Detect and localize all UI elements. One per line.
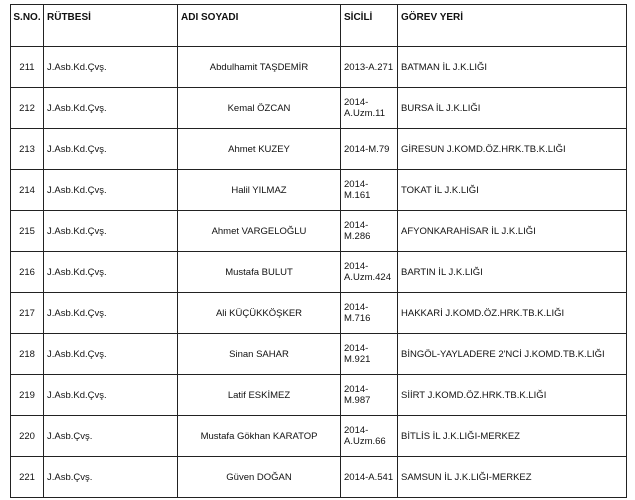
cell-sicil: 2014-M.716 bbox=[341, 293, 398, 334]
table-body bbox=[11, 47, 627, 498]
cell-gorev-yeri: SAMSUN İL J.K.LIĞI-MERKEZ bbox=[398, 457, 627, 498]
cell-gorev-yeri: BARTIN İL J.K.LIĞI bbox=[398, 252, 627, 293]
cell-rutbe: J.Asb.Kd.Çvş. bbox=[44, 375, 178, 416]
cell-sicil: 2014-M.921 bbox=[341, 334, 398, 375]
cell-ad-soyad: Kemal ÖZCAN bbox=[178, 88, 341, 129]
table-header-row bbox=[11, 5, 627, 47]
cell-rutbe: J.Asb.Çvş. bbox=[44, 416, 178, 457]
cell-sno: 214 bbox=[11, 170, 44, 211]
table-row bbox=[11, 293, 627, 334]
column-header-sno: S.NO. bbox=[11, 5, 44, 47]
cell-sno: 215 bbox=[11, 211, 44, 252]
cell-sno: 217 bbox=[11, 293, 44, 334]
cell-sicil: 2014-A.Uzm.424 bbox=[341, 252, 398, 293]
cell-sicil: 2014-M.79 bbox=[341, 129, 398, 170]
cell-ad-soyad: Abdulhamit TAŞDEMİR bbox=[178, 47, 341, 88]
cell-sno: 212 bbox=[11, 88, 44, 129]
column-header-ad-soyad: ADI SOYADI bbox=[178, 5, 341, 47]
cell-sicil: 2014-M.987 bbox=[341, 375, 398, 416]
cell-sno: 216 bbox=[11, 252, 44, 293]
cell-ad-soyad: Sinan SAHAR bbox=[178, 334, 341, 375]
cell-sno: 220 bbox=[11, 416, 44, 457]
table-row bbox=[11, 170, 627, 211]
cell-ad-soyad: Ahmet KUZEY bbox=[178, 129, 341, 170]
cell-rutbe: J.Asb.Kd.Çvş. bbox=[44, 170, 178, 211]
cell-ad-soyad: Güven DOĞAN bbox=[178, 457, 341, 498]
cell-ad-soyad: Latif ESKİMEZ bbox=[178, 375, 341, 416]
cell-gorev-yeri: AFYONKARAHİSAR İL J.K.LIĞI bbox=[398, 211, 627, 252]
cell-sicil: 2014-A.Uzm.11 bbox=[341, 88, 398, 129]
cell-rutbe: J.Asb.Kd.Çvş. bbox=[44, 211, 178, 252]
table-row bbox=[11, 211, 627, 252]
cell-gorev-yeri: BİTLİS İL J.K.LIĞI-MERKEZ bbox=[398, 416, 627, 457]
table-row bbox=[11, 47, 627, 88]
cell-sno: 213 bbox=[11, 129, 44, 170]
cell-sicil: 2014-A.Uzm.66 bbox=[341, 416, 398, 457]
column-header-rutbe: RÜTBESİ bbox=[44, 5, 178, 47]
cell-gorev-yeri: TOKAT İL J.K.LIĞI bbox=[398, 170, 627, 211]
cell-gorev-yeri: SİİRT J.KOMD.ÖZ.HRK.TB.K.LIĞI bbox=[398, 375, 627, 416]
cell-sicil: 2014-M.286 bbox=[341, 211, 398, 252]
cell-sicil: 2014-M.161 bbox=[341, 170, 398, 211]
table-row bbox=[11, 334, 627, 375]
cell-ad-soyad: Ahmet VARGELOĞLU bbox=[178, 211, 341, 252]
cell-ad-soyad: Mustafa Gökhan KARATOP bbox=[178, 416, 341, 457]
cell-gorev-yeri: BİNGÖL-YAYLADERE 2'NCİ J.KOMD.TB.K.LIĞI bbox=[398, 334, 627, 375]
cell-gorev-yeri: HAKKARİ J.KOMD.ÖZ.HRK.TB.K.LIĞI bbox=[398, 293, 627, 334]
cell-ad-soyad: Mustafa BULUT bbox=[178, 252, 341, 293]
cell-sicil: 2014-A.541 bbox=[341, 457, 398, 498]
table-row bbox=[11, 416, 627, 457]
cell-sno: 219 bbox=[11, 375, 44, 416]
cell-gorev-yeri: GİRESUN J.KOMD.ÖZ.HRK.TB.K.LIĞI bbox=[398, 129, 627, 170]
cell-ad-soyad: Ali KÜÇÜKKÖŞKER bbox=[178, 293, 341, 334]
personnel-table bbox=[10, 4, 627, 498]
table-row bbox=[11, 252, 627, 293]
cell-rutbe: J.Asb.Kd.Çvş. bbox=[44, 88, 178, 129]
cell-sno: 211 bbox=[11, 47, 44, 88]
cell-gorev-yeri: BATMAN İL J.K.LIĞI bbox=[398, 47, 627, 88]
table-row bbox=[11, 88, 627, 129]
cell-rutbe: J.Asb.Kd.Çvş. bbox=[44, 293, 178, 334]
column-header-sicil: SİCİLİ bbox=[341, 5, 398, 47]
cell-sno: 221 bbox=[11, 457, 44, 498]
column-header-gorev-yeri: GÖREV YERİ bbox=[398, 5, 627, 47]
cell-sno: 218 bbox=[11, 334, 44, 375]
table-row bbox=[11, 129, 627, 170]
cell-rutbe: J.Asb.Çvş. bbox=[44, 457, 178, 498]
cell-ad-soyad: Halil YILMAZ bbox=[178, 170, 341, 211]
cell-rutbe: J.Asb.Kd.Çvş. bbox=[44, 334, 178, 375]
table-row bbox=[11, 375, 627, 416]
cell-rutbe: J.Asb.Kd.Çvş. bbox=[44, 47, 178, 88]
cell-rutbe: J.Asb.Kd.Çvş. bbox=[44, 129, 178, 170]
table-row bbox=[11, 457, 627, 498]
cell-sicil: 2013-A.271 bbox=[341, 47, 398, 88]
cell-rutbe: J.Asb.Kd.Çvş. bbox=[44, 252, 178, 293]
cell-gorev-yeri: BURSA İL J.K.LIĞI bbox=[398, 88, 627, 129]
